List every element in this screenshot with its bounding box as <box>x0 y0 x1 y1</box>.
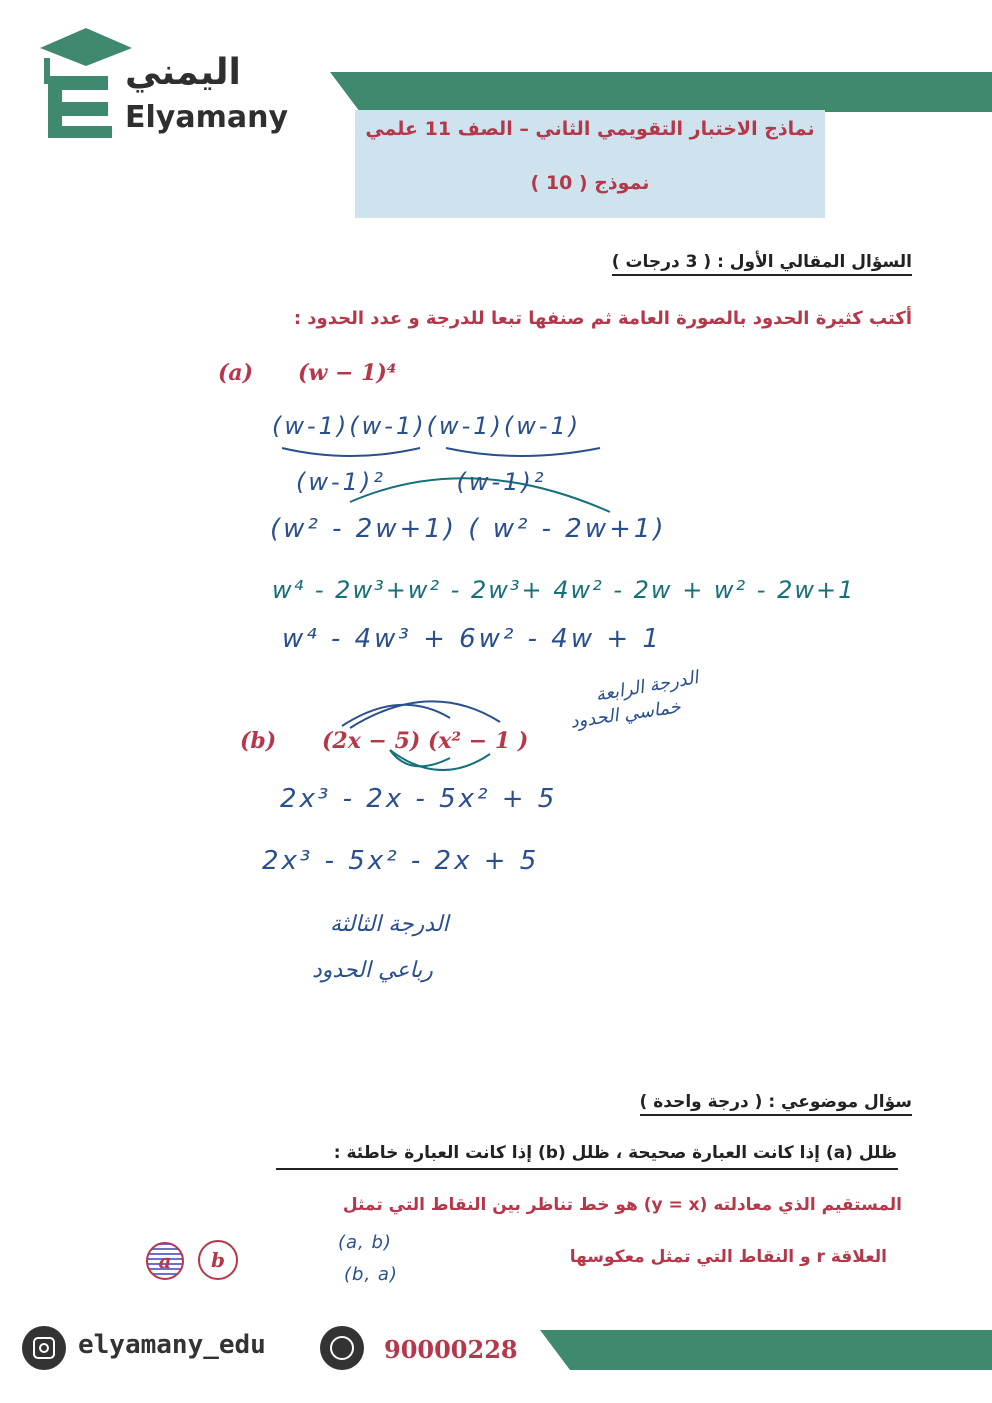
answer-choice-b[interactable] <box>198 1240 238 1280</box>
logo-english-text: Elyamany <box>125 100 288 135</box>
footer-green-stripe <box>540 1330 992 1370</box>
part-b-label: (b) <box>240 728 277 754</box>
phone-number[interactable]: 90000228 <box>384 1335 518 1364</box>
question2-title: سؤال موضوعي : ( درجة واحدة ) <box>640 1092 912 1116</box>
part-a-label: (a) <box>218 360 254 386</box>
part-a-work-line2: (w-1)² (w-1)² <box>296 468 547 496</box>
part-b-note-terms: رباعي الحدود <box>312 958 433 983</box>
answer-choice-a[interactable] <box>146 1242 184 1280</box>
handwritten-pair-1: (a, b) <box>338 1232 392 1253</box>
part-b-work-line2: 2x³ - 5x² - 2x + 5 <box>262 846 540 876</box>
question1-instruction: أكتب كثيرة الحدود بالصورة العامة ثم صنفها تبعا للدرجة و عدد الحدود : <box>293 308 912 329</box>
choice-a-label: a <box>158 1249 172 1273</box>
banner-title: نماذج الاختبار التقويمي الثاني – الصف 11 علمي <box>365 118 815 140</box>
instagram-handle[interactable]: elyamany_edu <box>78 1330 266 1360</box>
part-a-expression: (w − 1)⁴ <box>298 360 397 386</box>
header-green-stripe <box>330 72 992 112</box>
part-a-work-line5: w⁴ - 4w³ + 6w² - 4w + 1 <box>282 624 662 654</box>
question2-instruction: ظلل (a) إذا كانت العبارة صحيحة ، ظلل (b) إذا كانت العبارة خاطئة : <box>333 1143 897 1163</box>
part-b-distribution-arrows <box>330 688 530 778</box>
part-a-work-line4: w⁴ - 2w³+w² - 2w³+ 4w² - 2w + w² - 2w+1 <box>272 576 856 604</box>
part-a-work-line1: (w-1)(w-1)(w-1)(w-1) <box>272 412 582 440</box>
whatsapp-icon[interactable] <box>320 1326 364 1370</box>
handwritten-pair-2: (b, a) <box>344 1264 398 1285</box>
part-a-note-degree: الدرجة الرابعة <box>593 667 700 706</box>
part-b-expression: (2x − 5) (x² − 1 ) <box>322 728 529 754</box>
question1-title: السؤال المقالي الأول : ( 3 درجات ) <box>612 252 912 276</box>
logo-arabic-text: اليمني <box>125 52 241 93</box>
part-b-note-degree: الدرجة الثالثة <box>330 912 449 937</box>
question2-underline <box>276 1168 898 1170</box>
part-a-work-line3: (w² - 2w+1) ( w² - 2w+1) <box>270 514 667 544</box>
banner-model-number: نموذج ( 10 ) <box>530 172 650 194</box>
choice-b-label: b <box>211 1248 225 1272</box>
instagram-icon[interactable] <box>22 1326 66 1370</box>
logo-mark <box>28 18 138 138</box>
question2-statement-line2: العلاقة r و النقاط التي تمثل معكوسها <box>569 1247 887 1267</box>
part-b-work-line1: 2x³ - 2x - 5x² + 5 <box>280 784 558 814</box>
question2-statement-line1: المستقيم الذي معادلته (y = x) هو خط تناظر بين النقاط التي تمثل <box>342 1195 902 1215</box>
part-a-note-terms: خماسي الحدود <box>569 696 683 733</box>
